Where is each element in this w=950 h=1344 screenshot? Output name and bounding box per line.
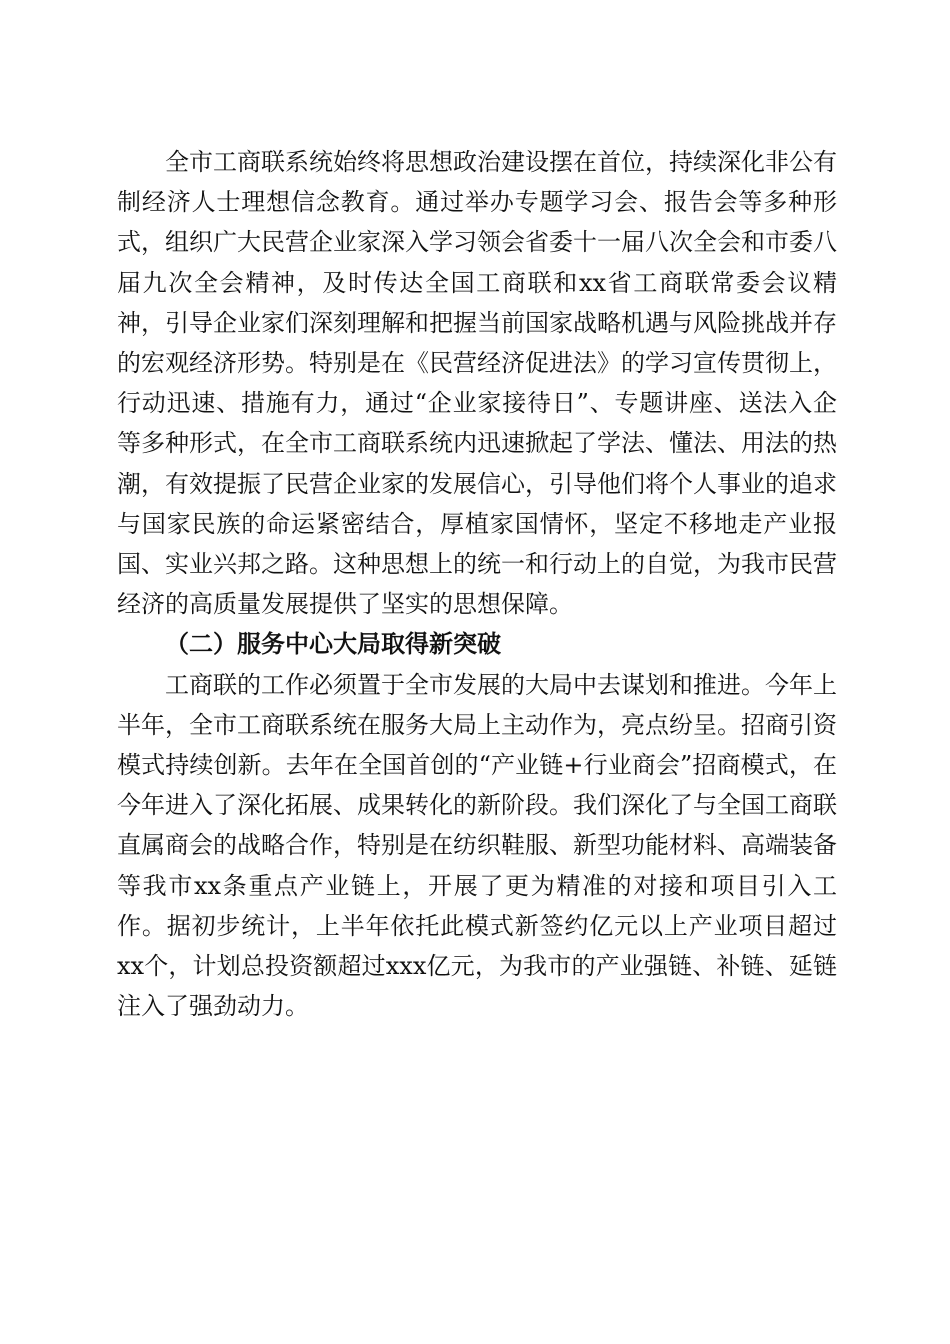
paragraph-ideology-education: 全市工商联系统始终将思想政治建设摆在首位，持续深化非公有制经济人士理想信念教育。通过举办专题学习会、报告会等多种形式，组织广大民营企业家深入学习领会省委十一届八次全会和市委八届九次全会精神，及时传达全国工商联和xx省工商联常委会议精神，引导企业家们深刻理解和把握当前国家战略机遇与风险挑战并存的宏观经济形势。特别是在《民营经济促进法》的学习宣传贯彻上，行动迅速、措施有力，通过“企业家接待日”、专题讲座、送法入企等多种形式，在全市工商联系统内迅速掀起了学法、懂法、用法的热潮，有效提振了民营企业家的发展信心，引导他们将个人事业的追求与国家民族的命运紧密结合，厚植家国情怀，坚定不移地走产业报国、实业兴邦之路。这种思想上的统一和行动上的自觉，为我市民营经济的高质量发展提供了坚实的思想保障。 (117, 148, 837, 619)
document-body (117, 142, 837, 1026)
paragraph-investment-model: 工商联的工作必须置于全市发展的大局中去谋划和推进。今年上半年，全市工商联系统在服务大局上主动作为，亮点纷呈。招商引资模式持续创新。去年在全国首创的“产业链+行业商会”招商模式，在今年进入了深化拓展、成果转化的新阶段。我们深化了与全国工商联直属商会的战略合作，特别是在纺织鞋服、新型功能材料、高端装备等我市xx条重点产业链上，开展了更为精准的对接和项目引入工作。据初步统计，上半年依托此模式新签约亿元以上产业项目超过xx个，计划总投资额超过xxx亿元，为我市的产业强链、补链、延链注入了强劲动力。 (117, 670, 837, 1021)
section-heading-service-center: （二）服务中心大局取得新突破 (165, 629, 501, 659)
